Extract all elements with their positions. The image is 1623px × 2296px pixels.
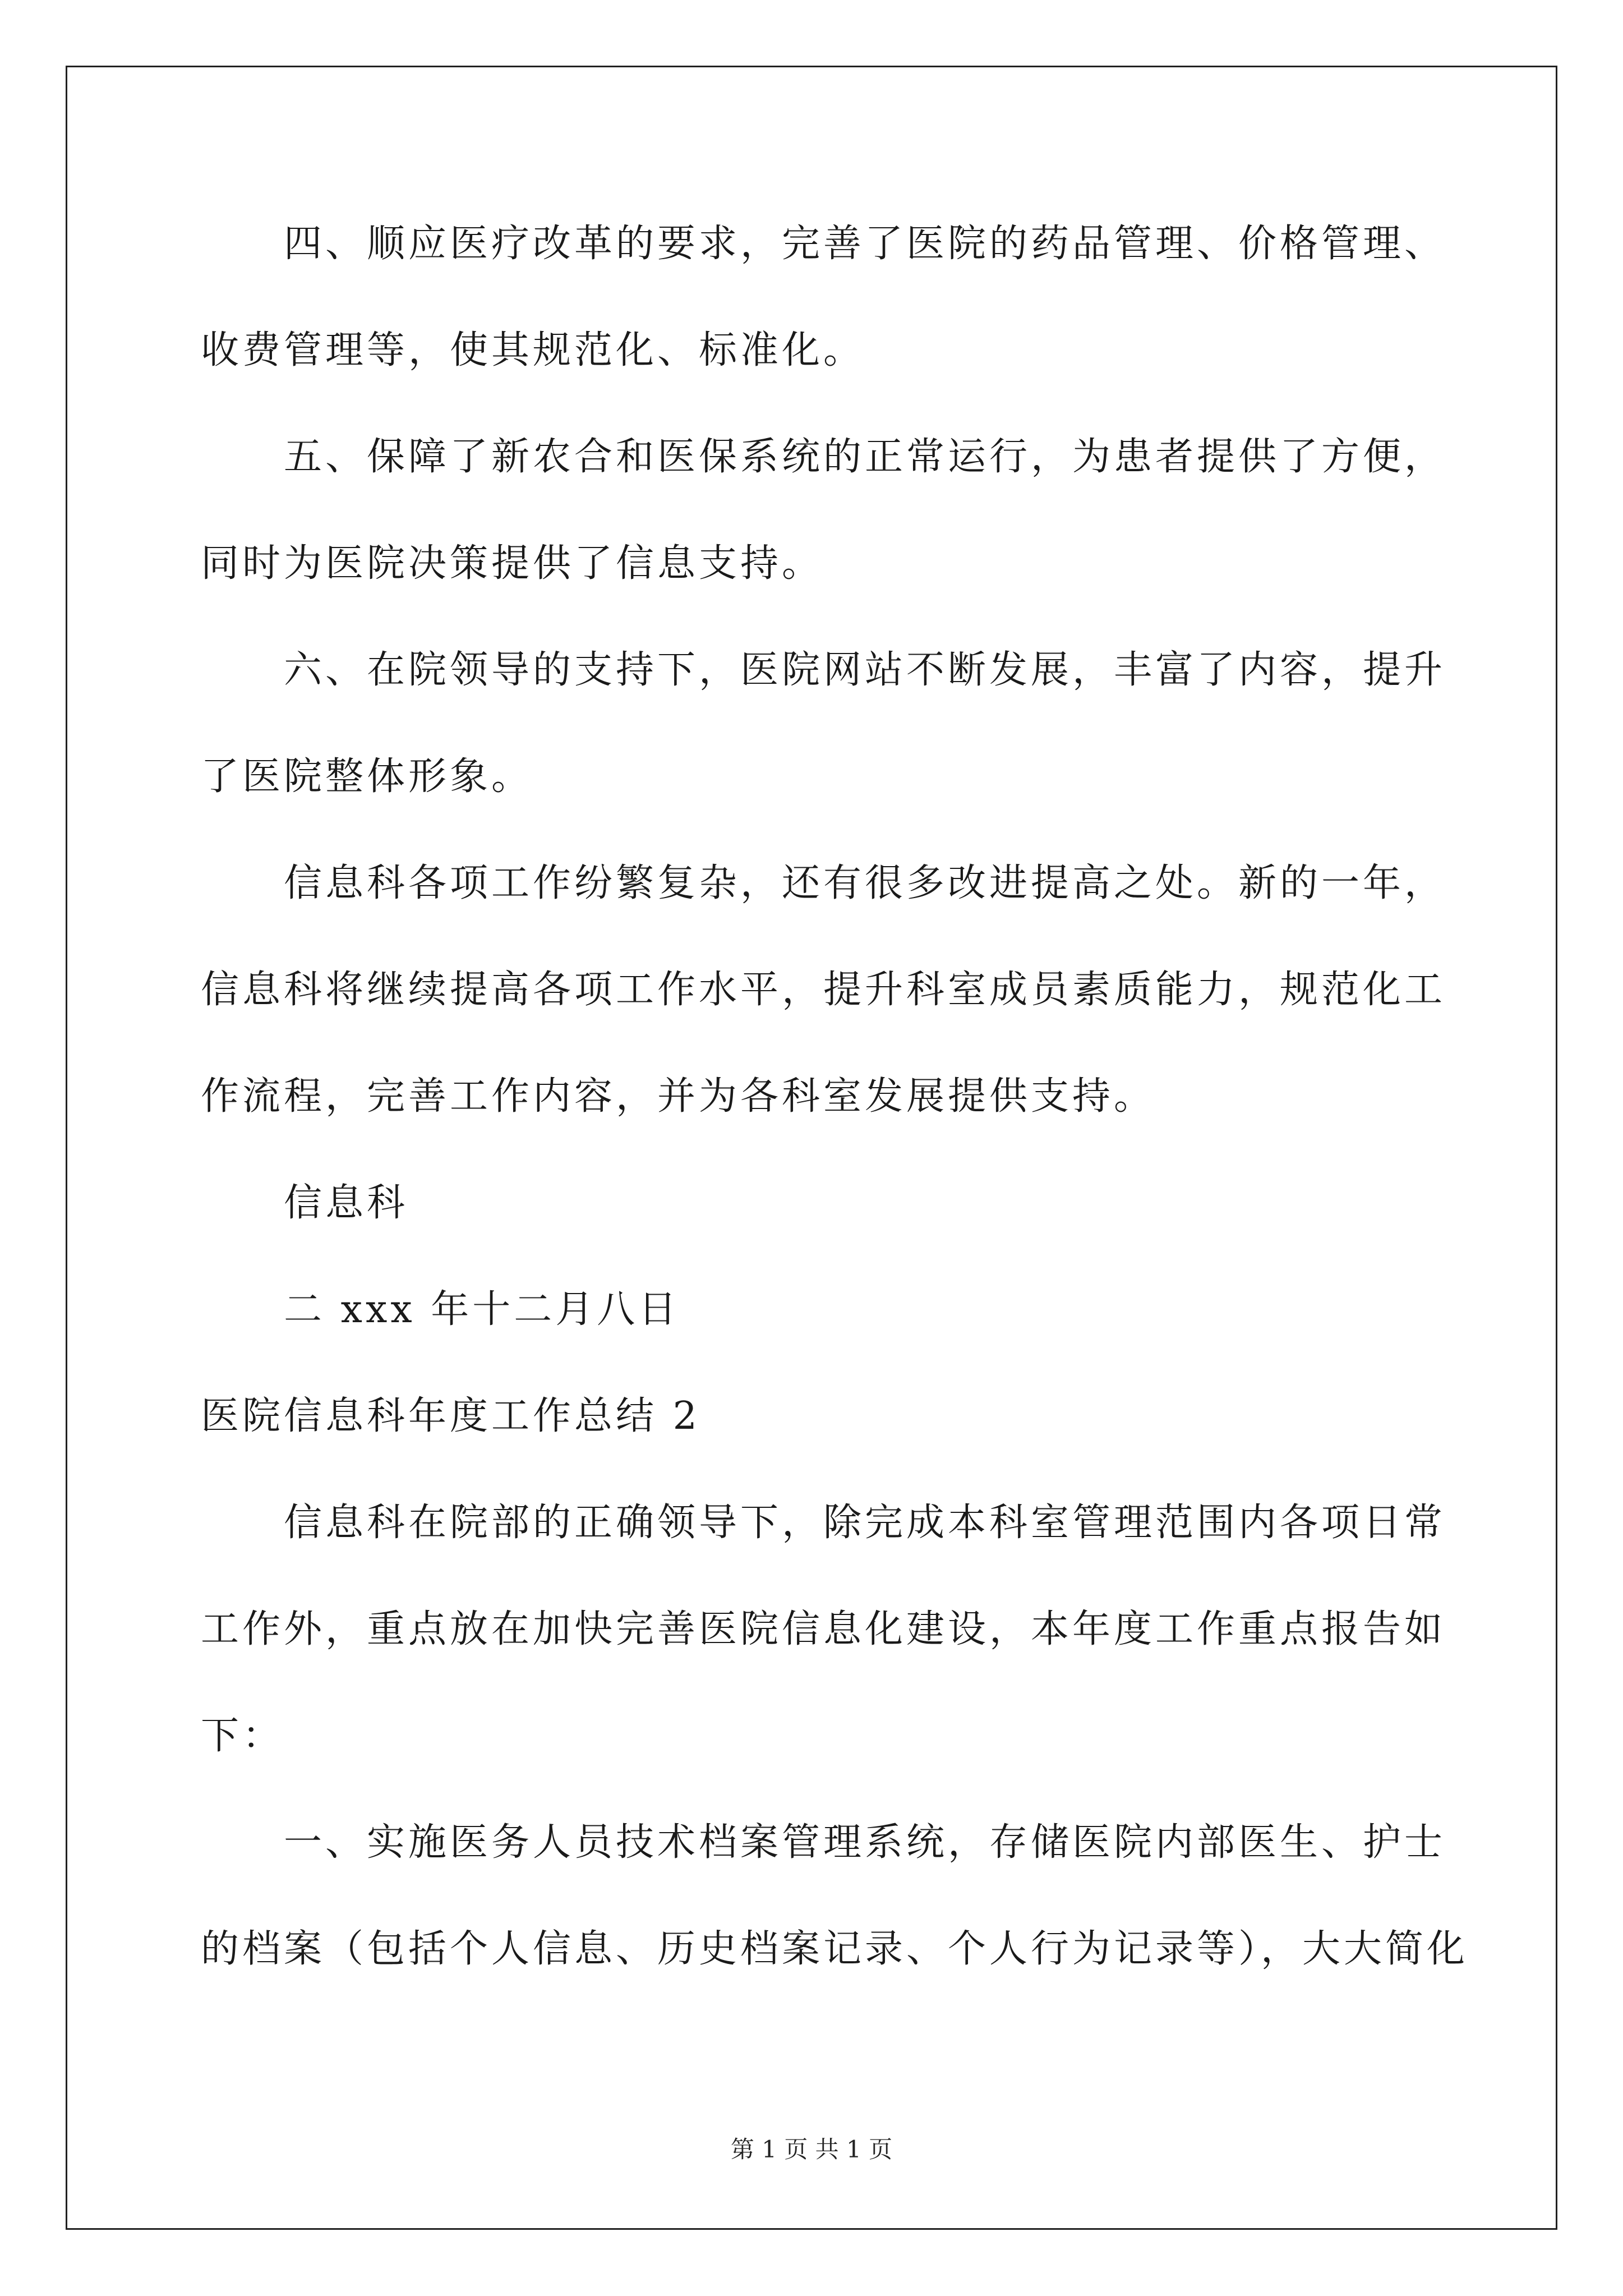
page-footer: 第 1 页 共 1 页 [730,2136,893,2163]
text-line: 四、顺应医疗改革的要求，完善了医院的药品管理、价格管理、 [284,222,1446,266]
signature-department: 信息科 [284,1181,409,1225]
page-border [66,66,1557,2230]
text-line: 下： [201,1714,284,1758]
text-line: 六、在院领导的支持下，医院网站不断发展，丰富了内容，提升 [284,648,1446,692]
text-line: 五、保障了新农合和医保系统的正常运行，为患者提供了方便， [284,435,1446,479]
text-line: 信息科将继续提高各项工作水平，提升科室成员素质能力，规范化工 [201,968,1446,1012]
text-line: 了医院整体形象。 [201,754,533,799]
text-line: 信息科各项工作纷繁复杂，还有很多改进提高之处。新的一年， [284,861,1446,905]
text-line: 的档案（包括个人信息、历史档案记录、个人行为记录等），大大简化 [201,1927,1469,1971]
signature-date: 二 xxx 年十二月八日 [284,1287,680,1332]
text-line: 一、实施医务人员技术档案管理系统，存储医院内部医生、护士 [284,1820,1446,1865]
text-line: 信息科在院部的正确领导下，除完成本科室管理范围内各项日常 [284,1501,1446,1545]
text-line: 同时为医院决策提供了信息支持。 [201,541,824,586]
text-line: 作流程，完善工作内容，并为各科室发展提供支持。 [201,1074,1156,1119]
text-line: 收费管理等，使其规范化、标准化。 [201,328,865,372]
text-line: 工作外，重点放在加快完善医院信息化建设，本年度工作重点报告如 [201,1607,1446,1651]
section-heading: 医院信息科年度工作总结 2 [201,1394,700,1438]
